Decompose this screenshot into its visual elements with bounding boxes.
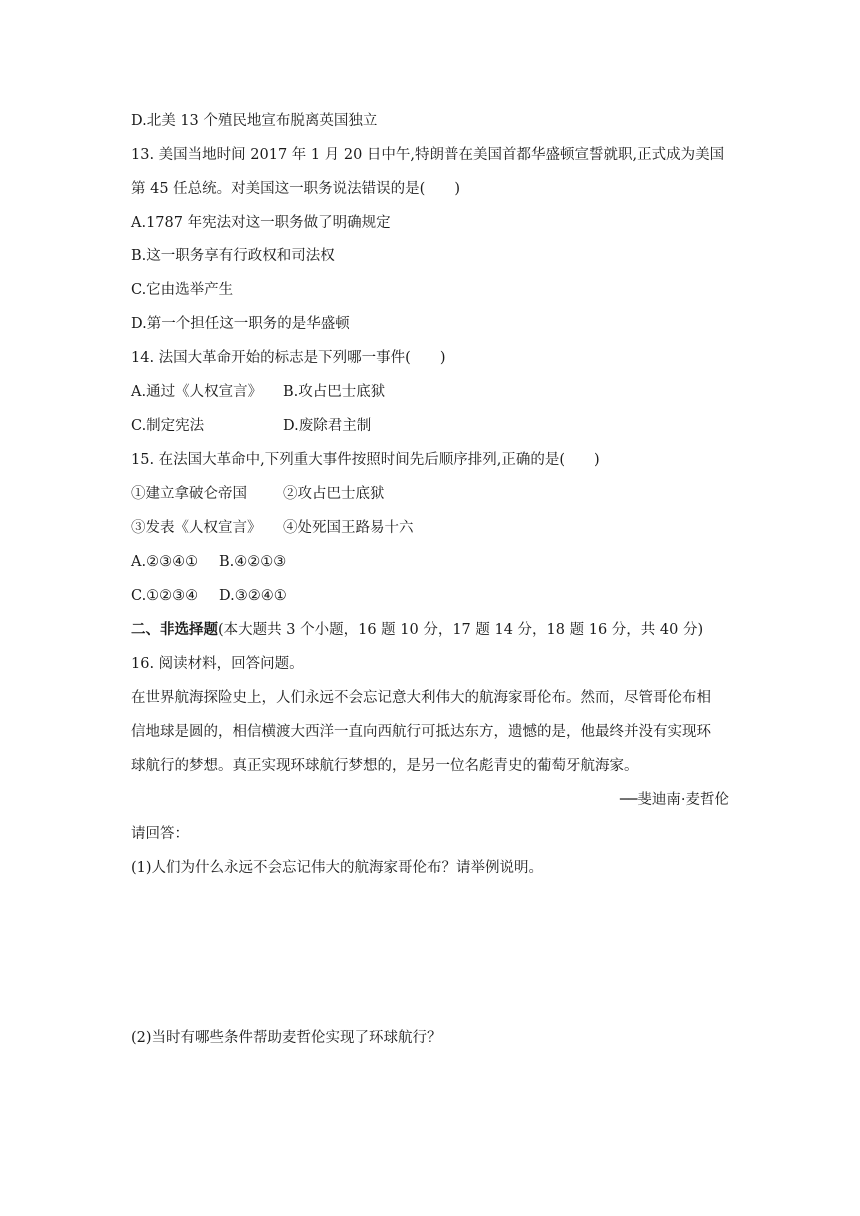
- q15-option-c: C.①②③④: [131, 588, 199, 604]
- q16-material-attribution: ──斐迪南·麦哲伦: [619, 792, 729, 808]
- q13-option-d: D.第一个担任这一职务的是华盛顿: [131, 316, 350, 332]
- q16-subquestion-2: (2)当时有哪些条件帮助麦哲伦实现了环球航行？: [131, 1030, 442, 1046]
- q14-option-a: A.通过《人权宣言》: [131, 384, 263, 400]
- q15-option-d: D.③②④①: [219, 588, 287, 604]
- q16-material-line3: 球航行的梦想。真正实现环球航行梦想的，是另一位名彪青史的葡萄牙航海家。: [131, 758, 639, 774]
- q15-option-a: A.②③④①: [131, 554, 199, 570]
- q13-option-c: C.它由选举产生: [131, 282, 234, 298]
- q16-subquestion-1: (1)人们为什么永远不会忘记伟大的航海家哥伦布？请举例说明。: [131, 860, 544, 876]
- q16-prompt: 请回答：: [131, 826, 189, 842]
- q12-option-d: D.北美 13 个殖民地宣布脱离英国独立: [131, 113, 378, 129]
- q13-option-a: A.1787 年宪法对这一职务做了明确规定: [131, 215, 391, 231]
- q15-item-2: ②攻占巴士底狱: [283, 486, 385, 502]
- q15-item-3: ③发表《人权宣言》: [131, 520, 262, 536]
- q16-material-line1: 在世界航海探险史上，人们永远不会忘记意大利伟大的航海家哥伦布。然而，尽管哥伦布相: [131, 690, 711, 706]
- q13-stem-line1: 13. 美国当地时间 2017 年 1 月 20 日中午,特朗普在美国首都华盛顿宣誓就职,正式成为美国: [131, 147, 725, 163]
- q14-option-b: B.攻占巴士底狱: [283, 384, 386, 400]
- q15-item-4: ④处死国王路易十六: [283, 520, 414, 536]
- section-2-title: 二、非选择题: [131, 621, 218, 638]
- q14-option-c: C.制定宪法: [131, 418, 205, 434]
- section-2-note: (本大题共 3 个小题，16 题 10 分，17 题 14 分，18 题 16 分，共 40 分): [218, 622, 704, 638]
- q15-option-b: B.④②①③: [219, 554, 287, 570]
- q15-item-1: ①建立拿破仑帝国: [131, 486, 247, 502]
- q13-stem-line2: 第 45 任总统。对美国这一职务说法错误的是( ): [131, 181, 460, 197]
- q14-stem: 14. 法国大革命开始的标志是下列哪一事件( ): [131, 350, 446, 366]
- section-2-heading: [131, 620, 703, 640]
- q14-option-d: D.废除君主制: [283, 418, 372, 434]
- q16-stem: 16. 阅读材料，回答问题。: [131, 656, 304, 672]
- q16-material-line2: 信地球是圆的，相信横渡大西洋一直向西航行可抵达东方，遗憾的是，他最终并没有实现环: [131, 724, 711, 740]
- q13-option-b: B.这一职务享有行政权和司法权: [131, 248, 335, 264]
- q15-stem: 15. 在法国大革命中,下列重大事件按照时间先后顺序排列,正确的是( ): [131, 452, 600, 468]
